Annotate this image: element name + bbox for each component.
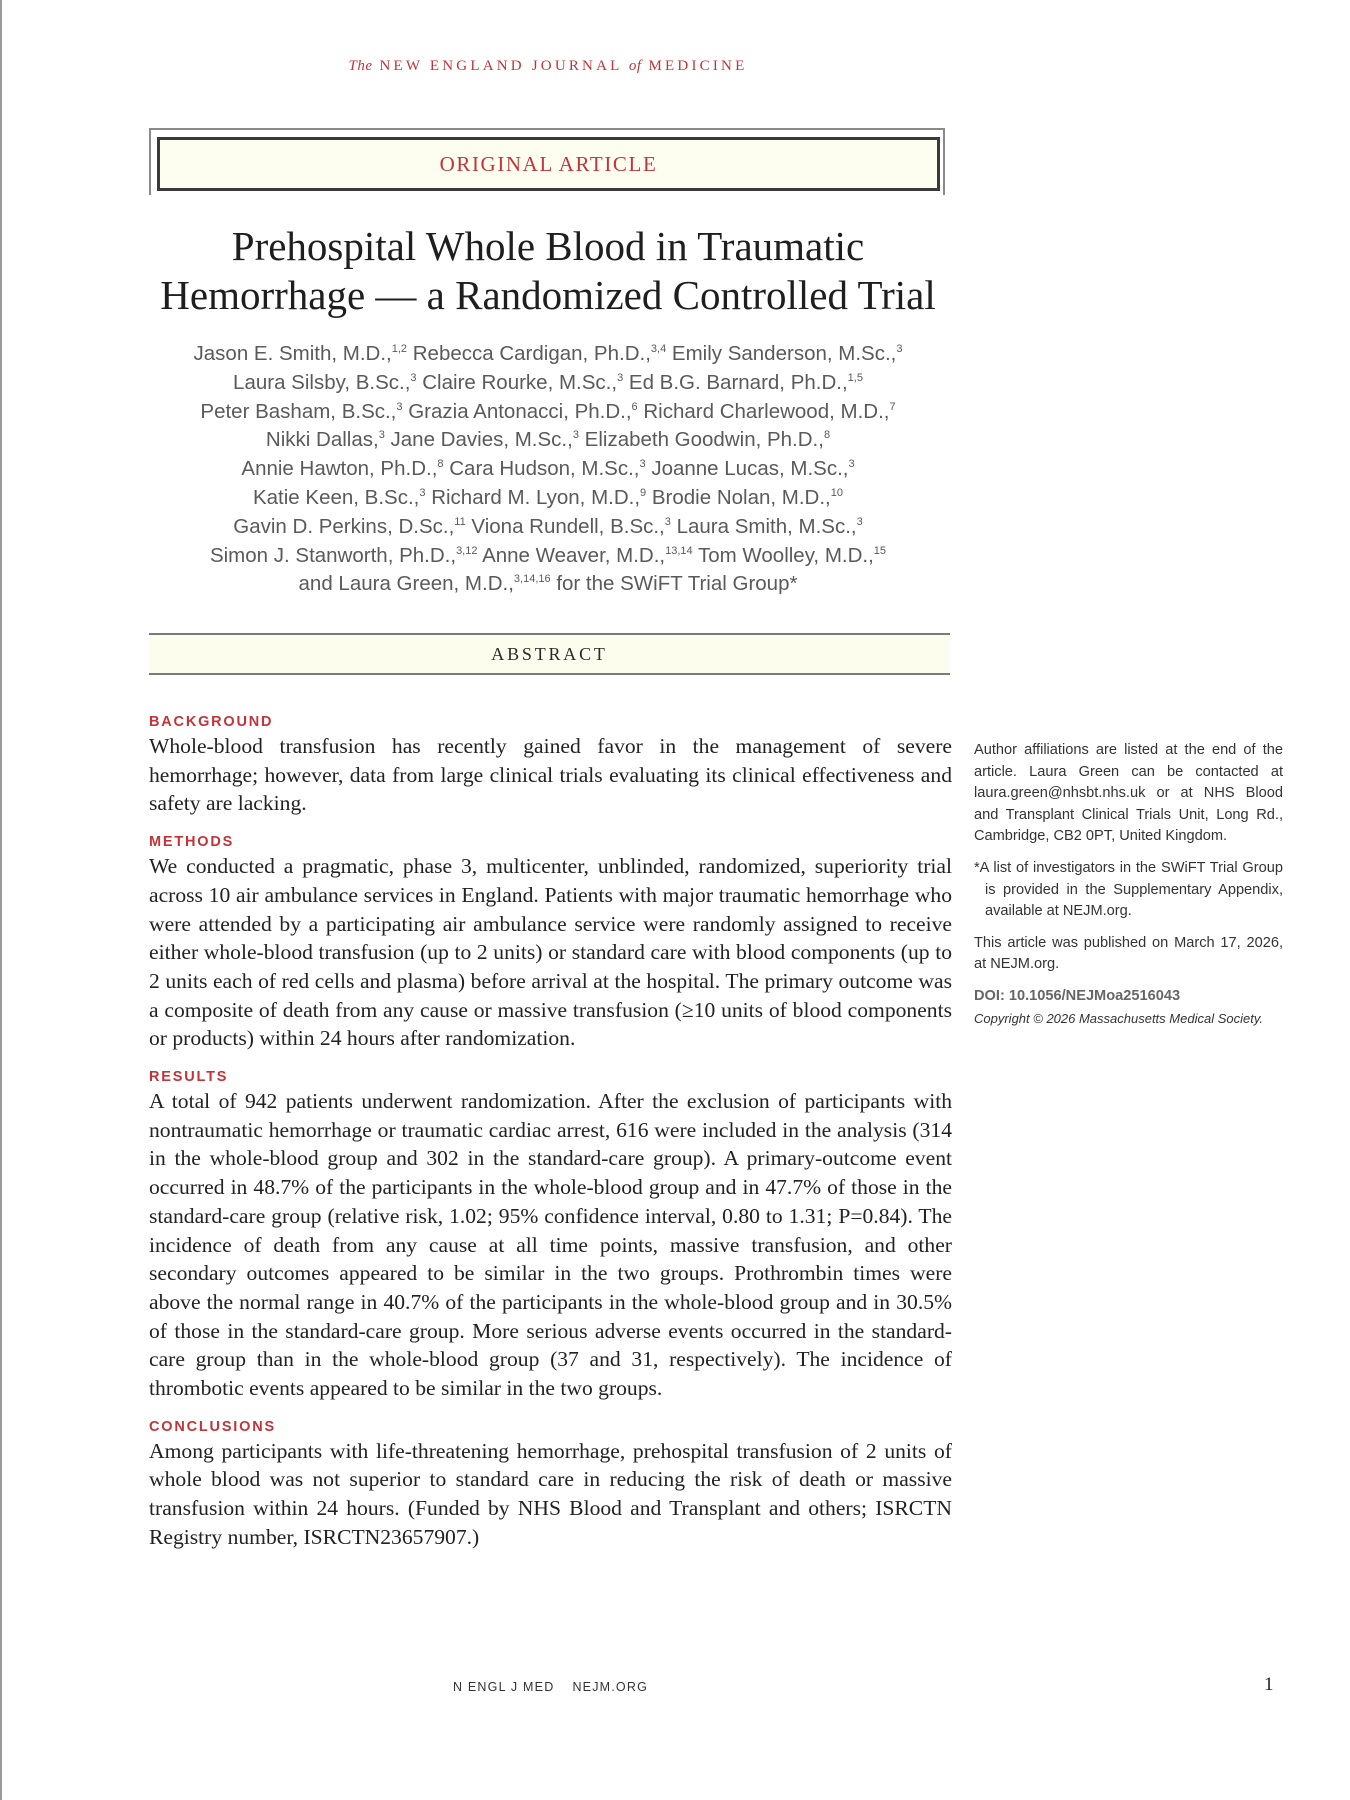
masthead-the: The — [348, 58, 373, 74]
affiliation-sup: 3 — [410, 371, 417, 384]
author-name: Jason E. Smith, M.D., — [193, 342, 392, 365]
affiliation-sup: 3 — [572, 429, 579, 442]
author-name: Laura Silsby, B.Sc., — [233, 370, 411, 394]
author-name: Gavin D. Perkins, D.Sc., — [233, 514, 455, 538]
affiliation-sup: 15 — [873, 544, 887, 557]
article-title — [130, 222, 966, 320]
author-name: Katie Keen, B.Sc., — [252, 485, 420, 509]
author-name: Joanne Lucas, M.Sc., — [651, 457, 849, 481]
section-text: We conducted a pragmatic, phase 3, multicenter, unblinded, randomized, superiority trial across 10 air ambulance services in England. Patients with major traumatic hemorrhage who were attended by a participating air ambulance service were randomly assigned to receive either whole-blood transfusion (up to 2 units) or standard care with blood components (up to 2 units each of red cells and plasma) before arrival at the hospital. The primary outcome was a composite of death from any cause or massive transfusion (≥10 units of blood components or products) within 24 hours after randomization. — [149, 854, 952, 1051]
author-name: Simon J. Stanworth, Ph.D., — [209, 543, 457, 567]
section-text: Whole-blood transfusion has recently gained favor in the management of severe hemorrhage; however, data from large clinical trials evaluating its clinical effectiveness and safety are lacking. — [149, 734, 952, 816]
author-name: Viona Rundell, B.Sc., — [471, 514, 665, 538]
affiliation-sup: 3 — [848, 458, 855, 471]
affiliation-sup: 1,5 — [847, 371, 863, 384]
author-name: Anne Weaver, M.D., — [482, 543, 666, 567]
footer-site: NEJM.ORG — [572, 1680, 649, 1694]
affiliation-sup: 3,14,16 — [513, 573, 551, 586]
author-line — [149, 340, 947, 369]
page-footer — [149, 1680, 952, 1694]
abstract-heading-bar — [149, 633, 950, 675]
affiliation-sup: 3,4 — [650, 343, 667, 355]
affiliation-sup: 3 — [419, 486, 426, 499]
affiliation-sup: 3 — [617, 371, 624, 384]
author-name: Elizabeth Goodwin, Ph.D., — [584, 428, 824, 452]
affiliation-sup: 7 — [889, 400, 896, 413]
title-line-2: Hemorrhage — a Randomized Controlled Trial — [160, 272, 936, 318]
affiliation-sup: 8 — [437, 458, 444, 471]
doi-link[interactable]: DOI: 10.1056/NEJMoa2516043 — [974, 987, 1181, 1004]
author-line — [149, 398, 947, 427]
article-type-label: ORIGINAL ARTICLE — [439, 151, 658, 176]
author-name: Nikki Dallas, — [265, 428, 379, 452]
author-name: Brodie Nolan, M.D., — [651, 485, 831, 509]
affiliation-sup: 10 — [830, 486, 843, 499]
section-heading: RESULTS — [149, 1069, 229, 1086]
masthead-of: of — [628, 58, 642, 74]
section-heading: METHODS — [149, 834, 235, 851]
abstract-section-conclusions — [149, 1417, 952, 1552]
author-line — [149, 484, 947, 513]
author-name: Claire Rourke, M.Sc., — [422, 370, 618, 394]
author-name: and Laura Green, M.D., — [298, 572, 514, 596]
affiliation-sup: 3 — [396, 400, 403, 413]
affiliation-sup: 8 — [823, 429, 831, 442]
affiliation-sup: 6 — [631, 400, 638, 413]
author-line — [149, 513, 947, 542]
masthead-name-part1: NEW ENGLAND JOURNAL — [379, 58, 622, 74]
author-name: Tom Woolley, M.D., — [697, 543, 874, 567]
masthead-name-part2: MEDICINE — [648, 58, 748, 74]
journal-masthead — [149, 58, 947, 75]
author-name: Jane Davies, M.Sc., — [390, 428, 573, 452]
abstract-section-methods — [149, 832, 952, 1053]
copyright-note: Copyright © 2026 Massachusetts Medical Society. — [974, 1010, 1263, 1026]
author-name: Laura Smith, M.Sc., — [676, 514, 857, 538]
affiliation-sup: 3 — [378, 429, 385, 442]
affiliation-sup: 1,2 — [391, 343, 408, 355]
abstract-body — [149, 712, 952, 1566]
section-heading: BACKGROUND — [149, 714, 274, 730]
abstract-section-results — [149, 1067, 952, 1403]
author-line — [149, 369, 947, 398]
author-line — [149, 542, 947, 571]
sidebar-notes — [974, 740, 1283, 1029]
section-text: A total of 942 patients underwent randomization. After the exclusion of participants with nontraumatic hemorrhage or traumatic cardiac arrest, 616 were included in the analysis (314 in the whole-blood group and 302 in the standard-care group). A primary-outcome event occurred in 48.7% of the participants in the whole-blood group and in 47.7% of those in the standard-care group (relative risk, 1.02; 95% confidence interval, 0.80 to 1.31; P=0.84). The incidence of death from any cause at all time points, massive transfusion, and other secondary outcomes appeared to be similar in the two groups. Prothrombin times were above the normal range in 40.7% of the participants in the whole-blood group and in 30.5% of those in the standard-care group. More serious adverse events occurred in the standard-care group than in the whole-blood group (37 and 31, respectively). The incidence of thrombotic events appeared to be similar in the two groups. — [149, 1089, 952, 1401]
section-heading: CONCLUSIONS — [149, 1418, 276, 1435]
author-name: Peter Basham, B.Sc., — [200, 399, 397, 423]
author-name: Rebecca Cardigan, Ph.D., — [412, 342, 651, 365]
abstract-heading: ABSTRACT — [491, 643, 608, 664]
author-affiliations-note: Author affiliations are listed at the end of the article. Laura Green can be contacted at laura.green@nhsbt.nhs.uk or at NHS Blood and Transplant Clinical Trials Unit, Long Rd., Cambridge, CB2 0PT, United Kingdom. — [974, 742, 1283, 845]
investigators-note: *A list of investigators in the SWiFT Trial Group is provided in the Supplementary Appendix, available at NEJM.org. — [974, 859, 1283, 920]
author-name: Richard Charlewood, M.D., — [643, 399, 890, 423]
author-name: Richard M. Lyon, M.D., — [431, 485, 641, 509]
author-name: Ed B.G. Barnard, Ph.D., — [628, 370, 848, 394]
author-line — [149, 455, 947, 484]
footer-journal-abbrev: N ENGL J MED — [452, 1680, 555, 1694]
page-left-edge — [0, 0, 2, 1800]
affiliation-sup: 3 — [664, 515, 671, 528]
author-name: Annie Hawton, Ph.D., — [241, 457, 438, 481]
page-number: 1 — [1264, 1674, 1274, 1695]
trial-group-credit: for the SWiFT Trial Group* — [556, 572, 798, 596]
author-line — [149, 426, 947, 455]
author-name: Emily Sanderson, M.Sc., — [671, 342, 897, 365]
author-name: Cara Hudson, M.Sc., — [449, 457, 640, 481]
author-line — [149, 570, 947, 599]
affiliation-sup: 3 — [896, 343, 903, 355]
affiliation-sup: 3 — [639, 458, 646, 471]
affiliation-sup: 3,12 — [456, 544, 478, 557]
author-list — [149, 340, 947, 599]
affiliation-sup: 11 — [454, 515, 466, 528]
affiliation-sup: 9 — [640, 486, 647, 499]
section-text: Among participants with life-threatening hemorrhage, prehospital transfusion of 2 units of whole blood was not superior to standard care in reducing the risk of death or massive transfusion within 24 hours. (Funded by NHS Blood and Transplant and others; ISRCTN Registry number, ISRCTN23657907.) — [149, 1438, 952, 1549]
article-type-box — [157, 137, 940, 191]
affiliation-sup: 13,14 — [665, 544, 693, 557]
title-line-1: Prehospital Whole Blood in Traumatic — [231, 223, 865, 269]
author-name: Grazia Antonacci, Ph.D., — [408, 399, 632, 423]
affiliation-sup: 3 — [856, 515, 863, 528]
publication-date-note: This article was published on March 17, 2026, at NEJM.org. — [974, 934, 1283, 973]
abstract-section-background — [149, 712, 952, 818]
